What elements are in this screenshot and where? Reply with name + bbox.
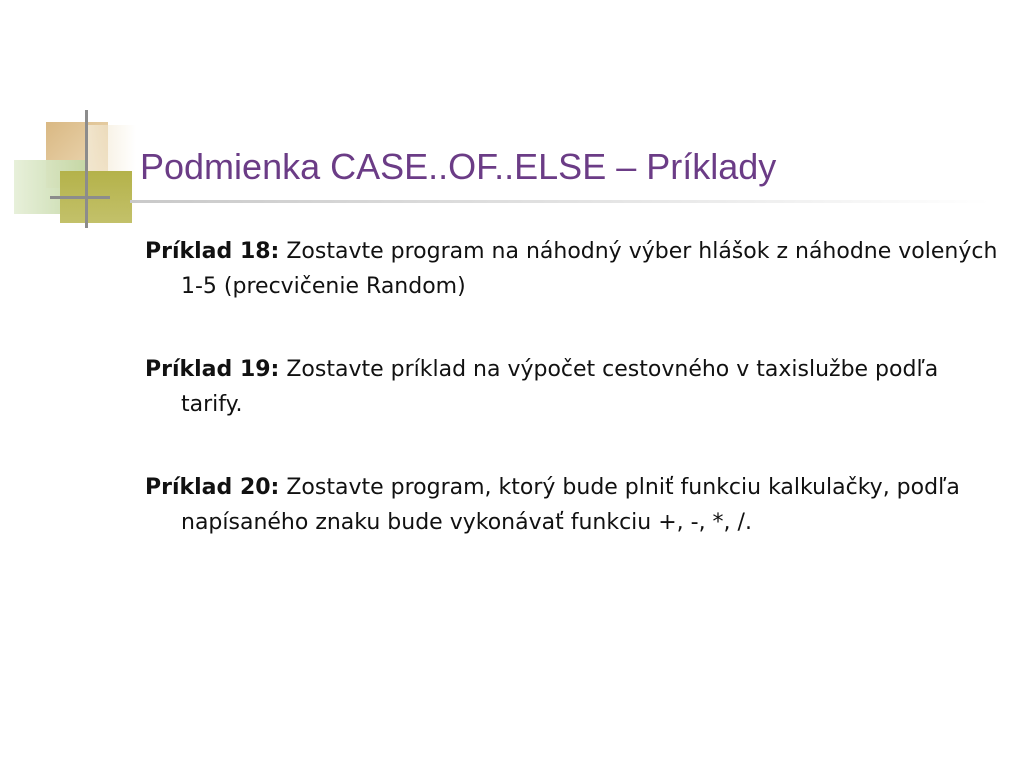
example-label: Príklad 20: xyxy=(145,475,280,500)
example-item-19 xyxy=(145,352,1005,422)
slide-content xyxy=(145,234,1005,588)
example-label: Príklad 19: xyxy=(145,357,280,382)
example-text: Zostavte program, ktorý bude plniť funkciu kalkulačky, podľa napísaného znaku bude vykonávať funkciu +, -, *, /. xyxy=(181,475,960,535)
example-text: Zostavte program na náhodný výber hlášok z náhodne volených 1-5 (precvičenie Random) xyxy=(181,239,998,299)
example-item-20 xyxy=(145,470,1005,540)
example-label: Príklad 18: xyxy=(145,239,280,264)
ornament-horizontal-line xyxy=(50,196,110,199)
slide-title: Podmienka CASE..OF..ELSE – Príklady xyxy=(140,146,777,187)
ornament-vertical-line xyxy=(85,110,88,228)
example-item-18 xyxy=(145,234,1005,304)
example-text: Zostavte príklad na výpočet cestovného v taxislužbe podľa tarify. xyxy=(181,357,939,417)
title-underline xyxy=(130,200,990,203)
